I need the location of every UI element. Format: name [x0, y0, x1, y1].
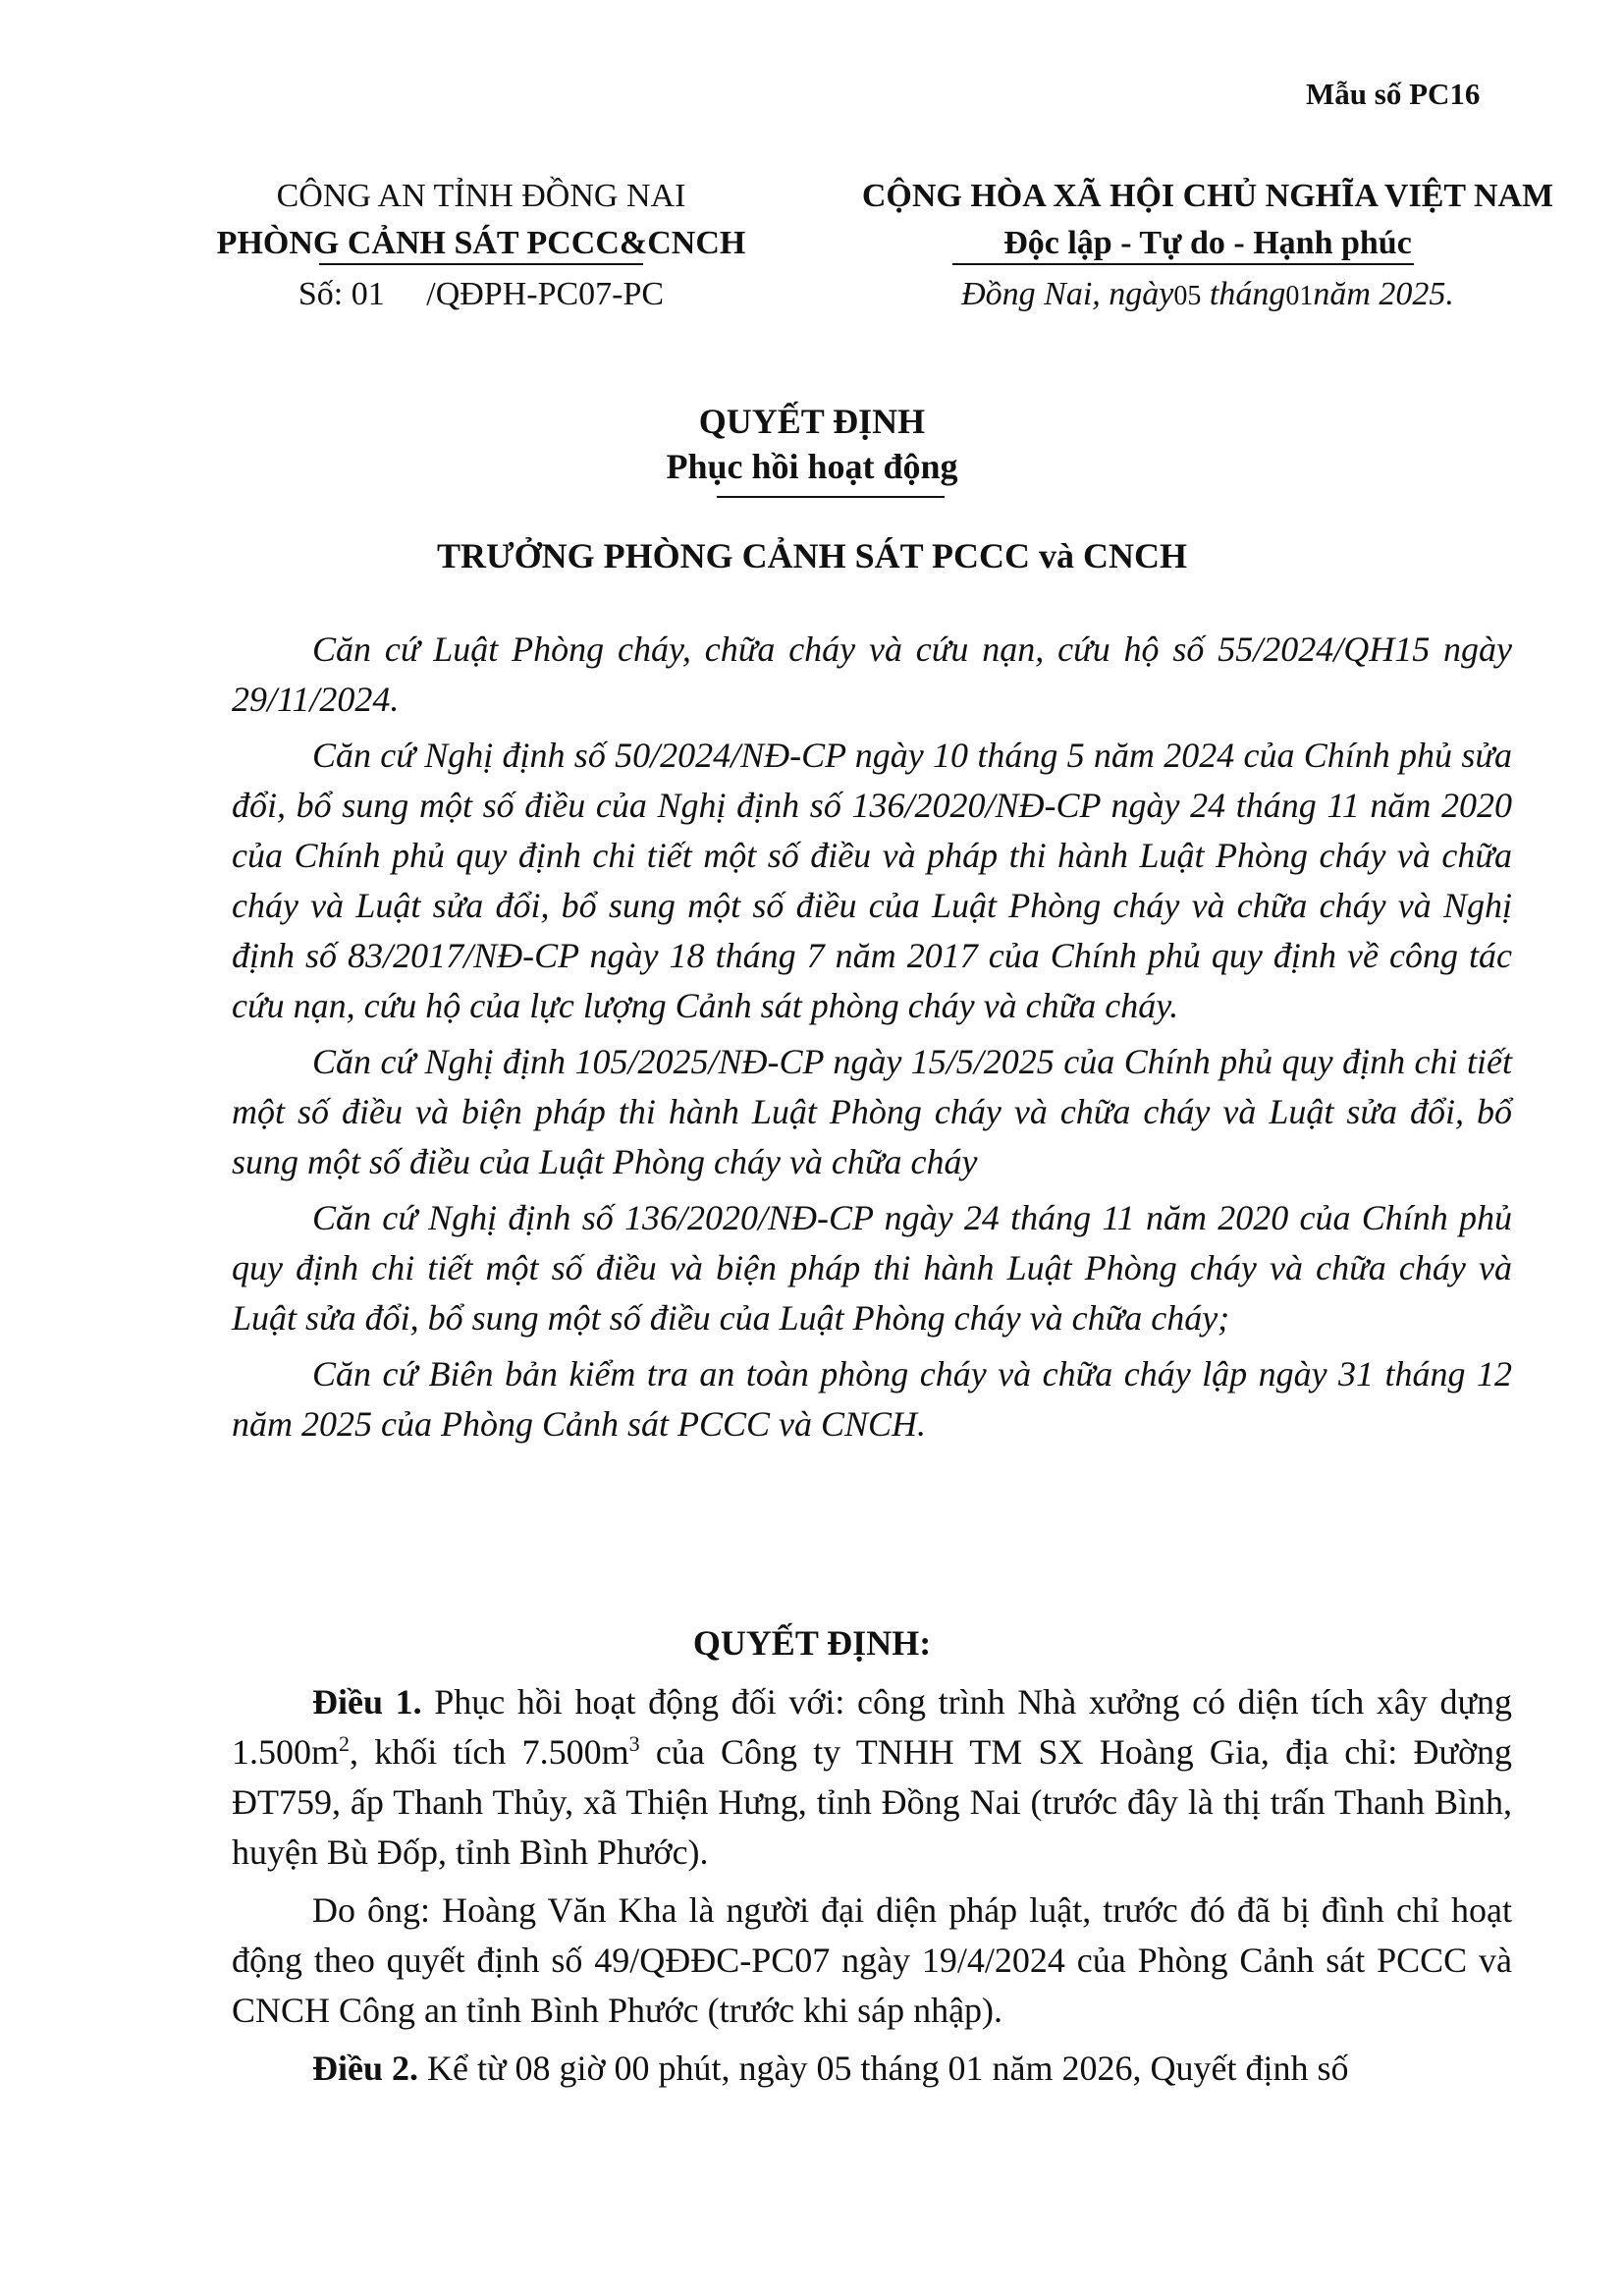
article-2-label: Điều 2.	[312, 2049, 418, 2088]
date-month: 01	[1285, 281, 1314, 311]
date-year: năm 2025.	[1313, 276, 1454, 312]
article-1-text-c: của Công ty TNHH TM SX Hoàng Gia, địa chỉ: Đường ĐT759, ấp Thanh Thủy, xã Thiện Hưng, tỉnh Đồng Nai (trước đây là thị trấn Thanh Bình, huyện Bù Đốp, tỉnh Bình Phước).	[232, 1732, 1512, 1872]
article-1	[232, 1677, 1512, 1878]
agency-name: CÔNG AN TỈNH ĐỒNG NAI	[276, 178, 686, 214]
nation-name: CỘNG HÒA XÃ HỘI CHỦ NGHĨA VIỆT NAM	[861, 178, 1554, 214]
document-title: QUYẾT ĐỊNH	[698, 402, 926, 441]
national-header-block	[835, 173, 1581, 267]
issuing-authority: TRƯỞNG PHÒNG CẢNH SÁT PCCC và CNCH	[436, 536, 1187, 575]
date-day: 05	[1173, 281, 1202, 311]
legal-basis-2: Căn cứ Nghị định số 50/2024/NĐ-CP ngày 10 tháng 5 năm 2024 của Chính phủ sửa đổi, bổ sung một số điều của Nghị định số 136/2020/NĐ-CP ngày 24 tháng 11 năm 2020 của Chính phủ quy định chi tiết một số điều và pháp thi hành Luật Phòng cháy và chữa cháy và Luật sửa đổi, bổ sung một số điều của Luật Phòng cháy và chữa cháy và Nghị định số 83/2017/NĐ-CP ngày 18 tháng 7 năm 2017 của Chính phủ quy định về công tác cứu nạn, cứu hộ của lực lượng Cảnh sát phòng cháy và chữa cháy.	[232, 736, 1512, 1025]
department-underline	[319, 263, 643, 265]
decision-heading: QUYẾT ĐỊNH:	[692, 1623, 932, 1663]
article-2-text: Kể từ 08 giờ 00 phút, ngày 05 tháng 01 năm 2026, Quyết định số	[418, 2049, 1349, 2088]
legal-bases	[232, 625, 1512, 1449]
national-motto: Độc lập - Tự do - Hạnh phúc	[1003, 225, 1412, 261]
legal-basis-3: Căn cứ Nghị định 105/2025/NĐ-CP ngày 15/5/2025 của Chính phủ quy định chi tiết một số điều và biện pháp thi hành Luật Phòng cháy và chữa cháy và Luật sửa đổi, bổ sung một số điều của Luật Phòng cháy và chữa cháy	[232, 1042, 1512, 1181]
legal-basis-1: Căn cứ Luật Phòng cháy, chữa cháy và cứu nạn, cứu hộ số 55/2024/QH15 ngày 29/11/2024.	[232, 629, 1512, 719]
ref-number: 01	[351, 276, 385, 312]
article-1-sup-b: 3	[628, 1731, 640, 1756]
article-1-sup-a: 2	[339, 1731, 351, 1756]
article-1-text-a: Phục hồi hoạt động đối với: công trình Nhà xưởng có diện tích xây dựng 1.500m	[232, 1682, 1513, 1772]
issuing-agency-block	[187, 173, 776, 267]
article-1-text-b: , khối tích 7.500m	[350, 1732, 629, 1772]
department-name: PHÒNG CẢNH SÁT PCCC&CNCH	[216, 225, 746, 261]
subtitle-underline	[717, 496, 945, 498]
form-number: Mẫu số PC16	[1306, 77, 1481, 111]
date-prefix: Đồng Nai, ngày	[961, 276, 1174, 312]
ref-suffix: /QĐPH-PC07-PC	[426, 276, 665, 312]
legal-basis-4: Căn cứ Nghị định số 136/2020/NĐ-CP ngày 24 tháng 11 năm 2020 của Chính phủ quy định chi tiết một số điều và biện pháp thi hành Luật Phòng cháy và chữa cháy và Luật sửa đổi, bổ sung một số điều của Luật Phòng cháy và chữa cháy;	[232, 1198, 1512, 1338]
articles	[232, 1677, 1512, 2094]
motto-underline	[952, 263, 1414, 265]
article-2	[232, 2044, 1512, 2094]
article-1-paragraph-2: Do ông: Hoàng Văn Kha là người đại diện pháp luật, trước đó đã bị đình chỉ hoạt động theo quyết định số 49/QĐĐC-PC07 ngày 19/4/2024 của Phòng Cảnh sát PCCC và CNCH Công an tỉnh Bình Phước (trước khi sáp nhập).	[232, 1890, 1512, 2030]
document-subtitle: Phục hồi hoạt động	[666, 447, 958, 486]
reference-number	[187, 271, 776, 318]
ref-prefix: Số:	[298, 276, 344, 312]
issue-date	[835, 271, 1581, 320]
date-month-label: tháng	[1209, 276, 1286, 312]
article-1-label: Điều 1.	[312, 1682, 422, 1722]
legal-basis-5: Căn cứ Biên bản kiểm tra an toàn phòng cháy và chữa cháy lập ngày 31 tháng 12 năm 2025 của Phòng Cảnh sát PCCC và CNCH.	[232, 1354, 1512, 1444]
